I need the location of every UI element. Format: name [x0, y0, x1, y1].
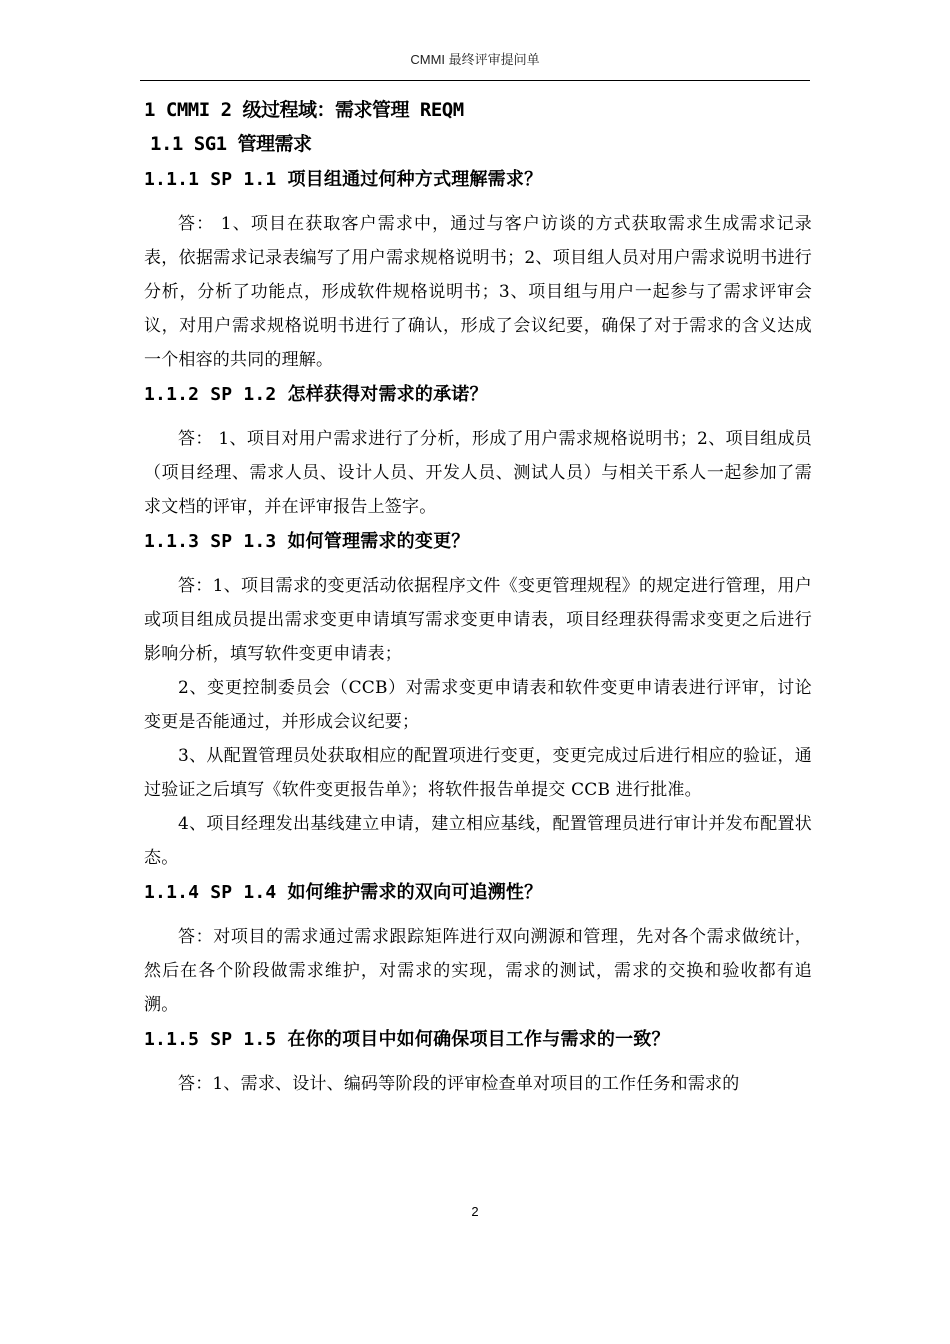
heading-3-sp1-1: 1.1.1 SP 1.1 项目组通过何种方式理解需求？ [144, 169, 543, 190]
header-divider [140, 80, 810, 81]
page-header-title: CMMI 最终评审提问单 [410, 52, 540, 67]
page-number: 2 [471, 1204, 479, 1219]
heading-1-reqm: 1 CMMI 2 级过程域：需求管理 REQM [144, 99, 464, 121]
heading-3-sp1-5: 1.1.5 SP 1.5 在你的项目中如何确保项目工作与需求的一致？ [144, 1029, 670, 1050]
heading-2-sg1: 1.1 SG1 管理需求 [150, 133, 312, 155]
answer-sp1-1: 答： 1、项目在获取客户需求中，通过与客户访谈的方式获取需求生成需求记录表，依据需求记录表编写了用户需求规格说明书；2、项目组人员对用户需求说明书进行分析，分析了功能点，形成软件规格说明书；3、项目组与用户一起参与了需求评审会议，对用户需求规格说明书进行了确认，形成了会议纪要，确保了对于需求的含义达成一个相容的共同的理解。 [144, 214, 812, 370]
answer-sp1-4: 答：对项目的需求通过需求跟踪矩阵进行双向溯源和管理，先对各个需求做统计，然后在各个阶段做需求维护，对需求的实现，需求的测试，需求的交换和验收都有追溯。 [144, 927, 812, 1015]
document-body [144, 96, 812, 1101]
answer-sp1-2: 答： 1、项目对用户需求进行了分析，形成了用户需求规格说明书；2、项目组成员（项目经理、需求人员、设计人员、开发人员、测试人员）与相关干系人一起参加了需求文档的评审，并在评审报告上签字。 [144, 429, 812, 517]
answer-sp1-3-part3: 3、从配置管理员处获取相应的配置项进行变更，变更完成过后进行相应的验证，通过验证之后填写《软件变更报告单》；将软件报告单提交 CCB 进行批准。 [144, 746, 812, 800]
answer-sp1-3-part2: 2、变更控制委员会（CCB）对需求变更申请表和软件变更申请表进行评审，讨论变更是否能通过，并形成会议纪要； [144, 678, 812, 732]
answer-sp1-3-part4: 4、项目经理发出基线建立申请，建立相应基线，配置管理员进行审计并发布配置状态。 [144, 814, 812, 868]
answer-sp1-5: 答：1、需求、设计、编码等阶段的评审检查单对项目的工作任务和需求的 [178, 1074, 740, 1094]
heading-3-sp1-3: 1.1.3 SP 1.3 如何管理需求的变更？ [144, 531, 470, 552]
heading-3-sp1-2: 1.1.2 SP 1.2 怎样获得对需求的承诺？ [144, 384, 488, 405]
answer-sp1-3-part1: 答：1、项目需求的变更活动依据程序文件《变更管理规程》的规定进行管理，用户或项目组成员提出需求变更申请填写需求变更申请表，项目经理获得需求变更之后进行影响分析，填写软件变更申请表； [144, 576, 812, 664]
heading-3-sp1-4: 1.1.4 SP 1.4 如何维护需求的双向可追溯性？ [144, 882, 543, 903]
